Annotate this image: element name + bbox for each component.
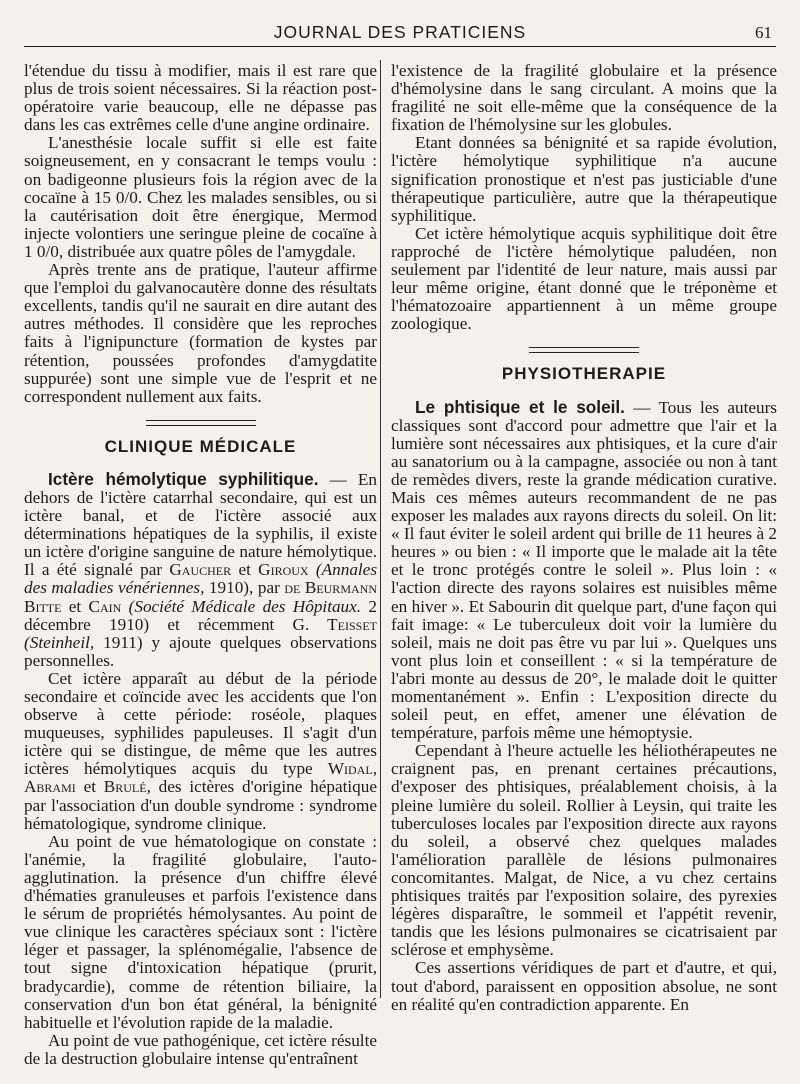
author-name: Giroux (258, 560, 309, 580)
paragraph: Ces assertions véridiques de part et d'autre, et qui, tout d'abord, paraissent en opposition absolue, ne sont en réalité qu'en contradiction apparente. En (391, 958, 777, 1014)
author-name: Gaucher (169, 560, 232, 580)
article-title: Le phtisique et le soleil. (415, 396, 625, 417)
author-name: Brulé (103, 777, 147, 797)
paragraph: Au point de vue pathogénique, cet ictère résulte de la destruction globulaire intense qu'entraînent (24, 1030, 377, 1068)
journal-title: JOURNAL DES PRATICIENS (273, 22, 527, 42)
left-column (24, 62, 377, 1068)
citation: (Steinheil, (24, 632, 95, 652)
paragraph: Cependant à l'heure actuelle les héliothérapeutes ne craignent pas, en prenant certaines précautions, d'exposer des phtisiques, préalablement choisis, à la pleine lumière du soleil. Rollier à Leysin, qui traite les tuberculoses locales par l'exposition directe aux rayons du soleil, a observé chez quelques malades l'amélioration parallèle de lésions pulmonaires concomitantes. Malgat, de Nice, a vu chez certains phtisiques traités par l'exposition solaire, des pyrexies légères disparaître, le sommeil et l'appétit revenir, tandis que les lésions pulmonaires se cicatrisaient par sclérose et emphysème. (391, 741, 777, 960)
paragraph: Cet ictère hémolytique acquis syphilitique doit être rapproché de l'ictère hémolytique paludéen, non seulement par l'identité de leur nature, mais aussi par leur même origine, étant donné que le tréponème et l'hématozoaire appartiennent à un même groupe zoologique. (391, 223, 777, 334)
double-rule (146, 420, 256, 426)
citation: (Annales des maladies vénériennes, (24, 560, 378, 598)
text-run: 1911) y ajoute quelques observations personnelles. (24, 632, 377, 670)
section-title: CLINIQUE MÉDICALE (104, 436, 297, 456)
paragraph: l'existence de la fragilité globulaire et la présence d'hémolysine dans le sang circulant. A moins que la fragilité ne soit elle-même que la conséquence de la fixation de l'hémolysine sur les globules. (391, 61, 777, 135)
paragraph (24, 670, 377, 833)
double-rule (529, 347, 639, 353)
paragraph: Après trente ans de pratique, l'auteur affirme que l'emploi du galvanocautère donne des résultats excellents, tandis qu'il ne saurait en dire autant des autres méthodes. Il considère que les reproches faits à l'ignipuncture (formation de kystes par rétention, poussées profondes d'amygdatite suppurée) sont une simple vue de l'esprit et ne correspondent nullement aux faits. (24, 260, 377, 406)
text-run: , (372, 759, 377, 779)
text-run: Cet ictère apparaît au début de la période secondaire et coïncide avec les accidents que l'on observe à cette période: roséole, plaques muqueuses, syphilides papuleuses. Il s'agit d'un ictère qui se distingue, de même que les autres ictères hémolytiques acquis du type (24, 668, 377, 779)
paragraph (24, 470, 377, 670)
citation: (Société Médicale des Hôpitaux. (121, 596, 362, 616)
running-header (24, 20, 776, 47)
paragraph: Etant données sa bénignité et sa rapide évolution, l'ictère hémolytique syphilitique n'a aucune signification pronostique et n'est pas justiciable d'une thérapeutique particulière, autre que la thérapeutique syphilitique. (391, 133, 777, 225)
author-name: Cain (88, 596, 122, 616)
text-run: et (75, 777, 104, 797)
page-number: 61 (755, 23, 772, 42)
right-column (391, 62, 777, 1014)
paragraph (391, 398, 777, 743)
author-name: Widal (327, 759, 373, 779)
text-run: et (61, 596, 89, 616)
text-run: — En dehors de l'ictère catarrhal secondaire, qui est un ictère banal, et de l'ictère associé aux déterminations hépatiques de la syphilis, il existe un ictère d'origine sanguine de nature hémolytique. Il a été signalé par (24, 469, 378, 580)
section-heading-block (391, 347, 777, 383)
section-heading-block (24, 420, 377, 456)
author-name: de Beurmann Bitte (24, 578, 377, 616)
author-name: G. Teisset (292, 614, 377, 634)
paragraph: l'étendue du tissu à modifier, mais il est rare que plus de trois soient nécessaires. Si la réaction post-opératoire varie beaucoup, elle ne dépasse pas dans les cas extrêmes celle d'une angine ordinaire. (24, 61, 377, 135)
text-run: 1910), par (204, 578, 285, 598)
text-run: 2 décembre 1910) et récemment (24, 596, 378, 634)
text-run: — Tous les auteurs classiques sont d'accord pour admettre que l'air et la lumière sont nécessaires aux phtisiques, et la cure d'air au sanatorium ou à la campagne, associée ou non à tant de remèdes divers, reste la grande médication curative. Mais ces mêmes auteurs recommandent de ne pas exposer les malades aux rayons directs du soleil. On lit: « Il faut éviter le soleil ardent qui brille de 11 heures à 2 heures » ou bien : « Il importe que le malade ait la tête et le tronc protégés contre le soleil ». Plus loin : « l'action directe des rayons solaires est nuisibles même en hiver ». Et Sabourin dit quelque part, d'une façon qui fait image: « Le tuberculeux doit voir la lumière du soleil, mais ne doit pas être vu par lui ». Quelques uns vont plus loin et conseillent : « si la température de l'abri monte au dessus de 20°, le malade doit le quitter momentanément ». Enfin : L'exposition directe du soleil peut, en effet, amener une élévation de température, parfois même une hémoptysie. (391, 397, 777, 743)
text-run: et (231, 560, 259, 580)
paragraph: L'anesthésie locale suffit si elle est faite soigneusement, en y consacrant le temps voulu : on badigeonne plusieurs fois la région avec de la cocaïne à 15 0/0. Chez les malades sensibles, ou si la cautérisation doit être énergique, Mermod injecte volontiers une seringue pleine de cocaïne à 1 0/0, distribuée aux quatre pôles de l'amygdale. (24, 133, 377, 261)
article-title: Ictère hémolytique syphilitique. (48, 468, 319, 489)
author-name: Abrami (24, 777, 76, 797)
column-divider (380, 60, 381, 998)
text-run: , des ictères d'origine hépatique par l'association d'un double syndrome : syndrome hématologique, syndrome clinique. (24, 777, 377, 833)
paragraph: Au point de vue hématologique on constate : l'anémie, la fragilité globulaire, l'auto-agglutination. la présence d'un chiffre élevé d'hématies granuleuses et parfois l'existence dans le sérum de propriétés hémolysantes. Au point de vue clinique les caractères spéciaux sont : l'ictère léger et passager, la splénomégalie, l'absence de tout signe d'intoxication hépatique (prurit, bradycardie), comme de rétention biliaire, la conservation d'un bon état général, la bénignité habituelle et l'évolution rapide de la maladie. (24, 831, 377, 1032)
section-title: PHYSIOTHERAPIE (501, 364, 667, 384)
